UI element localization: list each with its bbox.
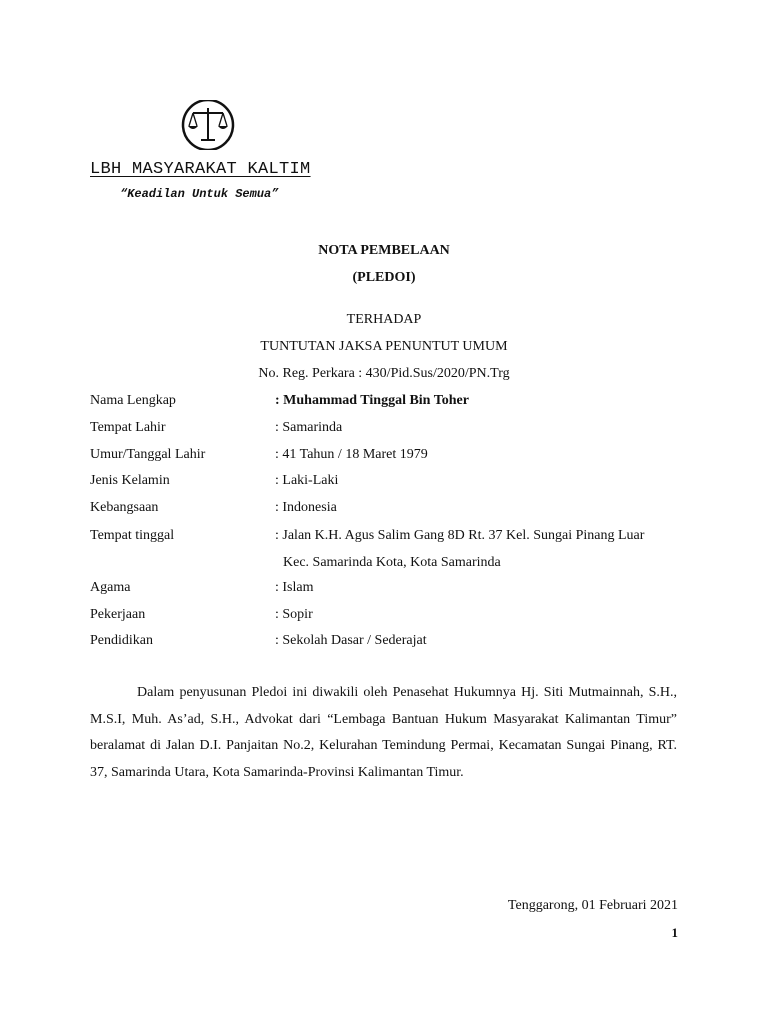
identity-label: Tempat Lahir: [90, 420, 166, 435]
identity-value: : Samarinda: [275, 420, 343, 435]
document-title-sub: (PLEDOI): [352, 270, 416, 285]
identity-value: Kec. Samarinda Kota, Kota Samarinda: [283, 555, 501, 570]
identity-value: : 41 Tahun / 18 Maret 1979: [275, 447, 428, 462]
page-number: 1: [671, 925, 678, 940]
case-register-number: No. Reg. Perkara : 430/Pid.Sus/2020/PN.Trg: [258, 366, 510, 381]
identity-value: : Laki-Laki: [275, 473, 339, 488]
identity-value: : Islam: [275, 580, 314, 595]
place-date: Tenggarong, 01 Februari 2021: [507, 898, 678, 913]
body-paragraph: Dalam penyusunan Pledoi ini diwakili oleh Penasehat Hukumnya Hj. Siti Mutmainnah, S.H., M.S.I, Muh. As’ad, S.H., Advokat dari “Lembaga Bantuan Hukum Masyarakat Kalimantan Timur” beralamat di Jalan D.I. Panjaitan No.2, Kelurahan Temindung Permai, Kecamatan Sungai Pinang, RT. 37, Samarinda Utara, Kota Samarinda-Provinsi Kalimantan Timur.: [90, 685, 677, 780]
subtitle-terhadap: TERHADAP: [346, 312, 422, 327]
identity-label: Tempat tinggal: [90, 528, 175, 543]
identity-value: : Jalan K.H. Agus Salim Gang 8D Rt. 37 Kel. Sungai Pinang Luar: [275, 528, 645, 543]
document-title: NOTA PEMBELAAN: [318, 243, 450, 258]
identity-label: Agama: [90, 580, 131, 595]
identity-label: Jenis Kelamin: [90, 473, 170, 488]
identity-label: Nama Lengkap: [90, 393, 176, 408]
organization-name: LBH MASYARAKAT KALTIM: [90, 160, 311, 179]
identity-value: : Muhammad Tinggal Bin Toher: [275, 393, 469, 408]
organization-motto: “Keadilan Untuk Semua”: [120, 187, 279, 201]
subtitle-tuntutan: TUNTUTAN JAKSA PENUNTUT UMUM: [260, 339, 508, 354]
identity-label: Umur/Tanggal Lahir: [90, 447, 206, 462]
scales-of-justice-icon: [180, 100, 236, 150]
identity-value: : Sopir: [275, 607, 313, 622]
identity-label: Pendidikan: [90, 633, 153, 648]
identity-value: : Indonesia: [275, 500, 337, 515]
identity-value: : Sekolah Dasar / Sederajat: [275, 633, 427, 648]
identity-label: Pekerjaan: [90, 607, 146, 622]
identity-label: Kebangsaan: [90, 500, 159, 515]
